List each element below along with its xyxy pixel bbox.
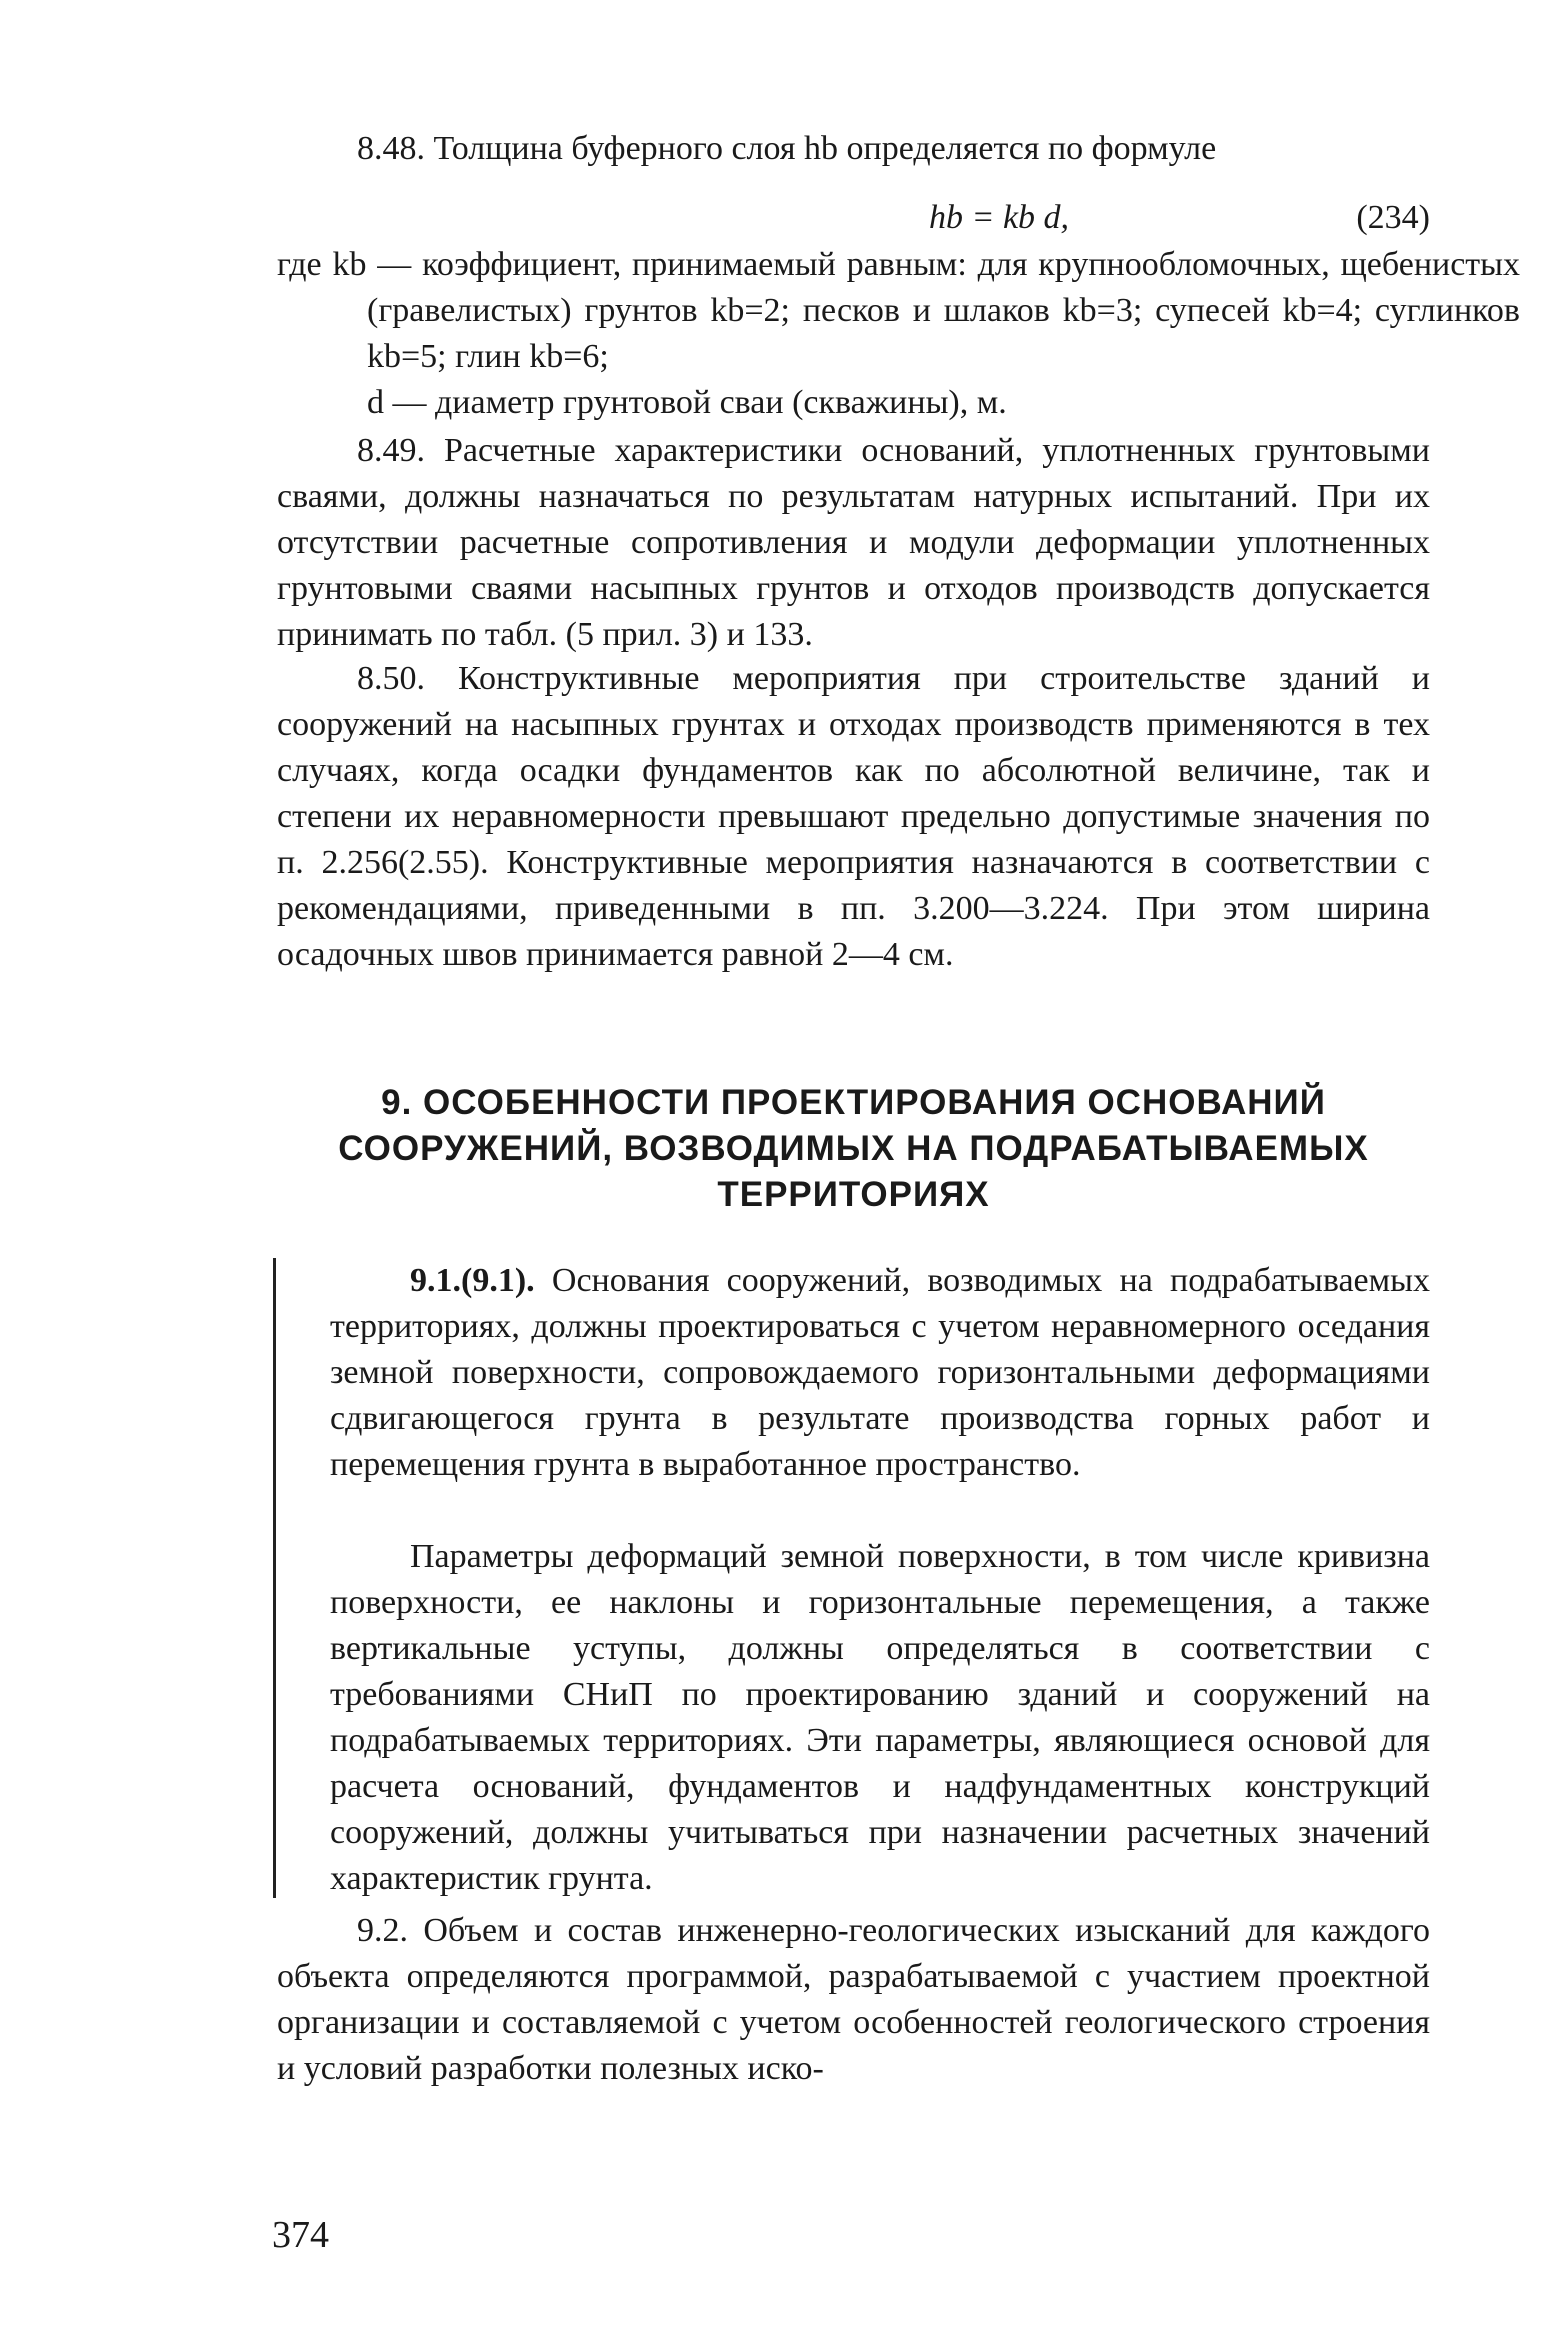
paragraph-9-1-text: Основания сооружений, возводимых на подрабатываемых территориях, должны проектироваться с учетом неравномерного оседания земной поверхности, сопровождаемого горизонтальными деформациями сдвигающегося грунта в результате производства горных работ и перемещения грунта в выработанное пространство. xyxy=(330,1262,1430,1483)
margin-change-bar xyxy=(273,1258,276,1898)
definition-kb: где kb — коэффициент, принимаемый равным: для крупнообломочных, щебенистых (гравелистых) грунтов kb=2; песков и шлаков kb=3; супесей kb=4; суглинков kb=5; глин kb=6; xyxy=(277,246,1520,375)
paragraph-8-50: 8.50. Конструктивные мероприятия при строительстве зданий и сооружений на насыпных грунтах и отходах производств применяются в тех случаях, когда осадки фундаментов как по абсолютной величине, так и степени их неравномерности превышают предельно допустимые значения по п. 2.256(2.55). Конструктивные мероприятия назначаются в соответствии с рекомендациями, приведенными в пп. 3.200—3.224. При этом ширина осадочных швов принимается равной 2—4 см. xyxy=(277,660,1430,973)
paragraph-8-48-intro: 8.48. Толщина буферного слоя hb определяется по формуле xyxy=(357,130,1217,167)
formula-234 xyxy=(277,195,1430,243)
definition-d: d — диаметр грунтовой сваи (скважины), м. xyxy=(367,384,1007,421)
formula-expression: hb = kb d, xyxy=(929,199,1070,236)
formula-number: (234) xyxy=(1356,199,1430,236)
paragraph-9-1-second: Параметры деформаций земной поверхности, в том числе кривизна поверхности, ее наклоны и горизонтальные перемещения, а также вертикальные уступы, должны определяться в соответствии с требованиями СНиП по проектированию зданий и сооружений на подрабатываемых территориях. Эти параметры, являющиеся основой для расчета оснований, фундаментов и надфундаментных конструкций сооружений, должны учитываться при назначении расчетных значений характеристик грунта. xyxy=(330,1538,1430,1897)
paragraph-9-1 xyxy=(330,1258,1430,1488)
paragraph-9-2: 9.2. Объем и состав инженерно-геологических изысканий для каждого объекта определяются программой, разрабатываемой с участием проектной организации и составляемой с учетом особенностей геологического строения и условий разработки полезных иско- xyxy=(277,1912,1430,2087)
section-9-heading: 9. ОСОБЕННОСТИ ПРОЕКТИРОВАНИЯ ОСНОВАНИЙ СООРУЖЕНИЙ, ВОЗВОДИМЫХ НА ПОДРАБАТЫВАЕМЫХ ТЕРРИТОРИЯХ xyxy=(338,1083,1369,1214)
page-number: 374 xyxy=(272,2214,329,2256)
paragraph-8-49: 8.49. Расчетные характеристики оснований, уплотненных грунтовыми сваями, должны назначаться по результатам натурных испытаний. При их отсутствии расчетные сопротивления и модули деформации уплотненных грунтовыми сваями насыпных грунтов и отходов производств допускается принимать по табл. (5 прил. 3) и 133. xyxy=(277,432,1430,653)
paragraph-9-1-label: 9.1.(9.1). xyxy=(410,1262,535,1299)
